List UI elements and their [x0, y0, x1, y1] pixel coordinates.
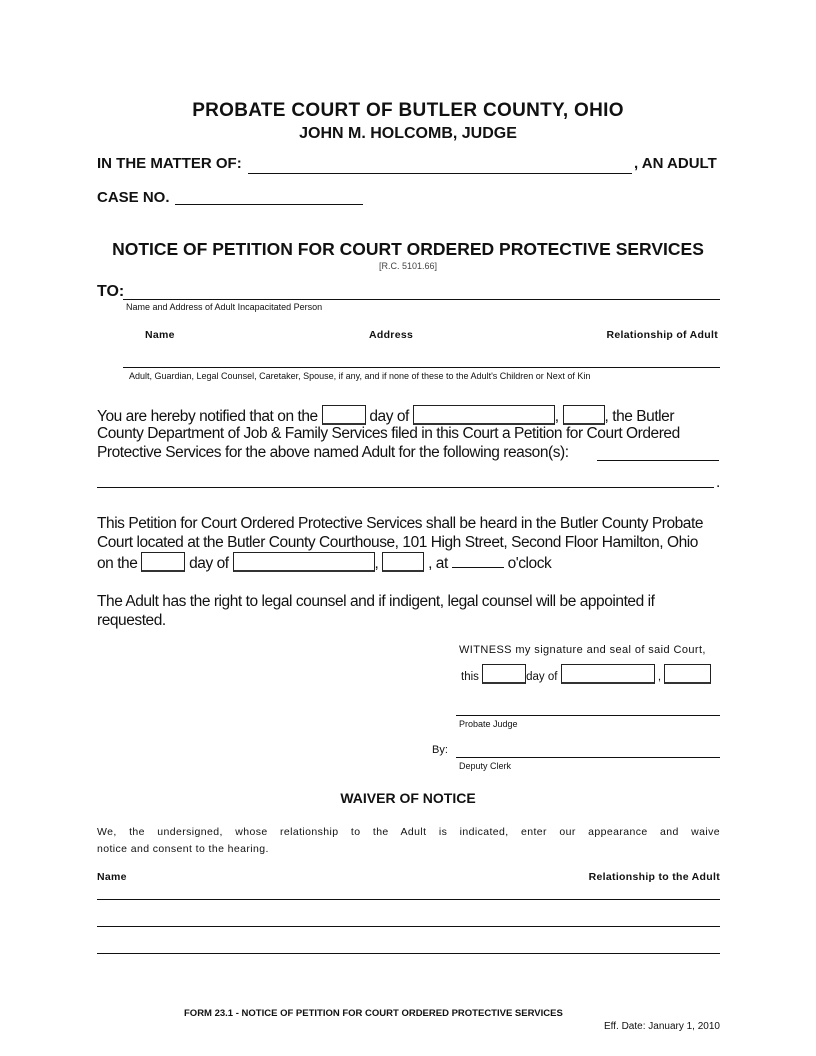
waiver-signature-line-3[interactable] [97, 953, 720, 954]
clerk-signature-line[interactable] [456, 757, 720, 758]
text: this [461, 671, 479, 683]
counsel-line-2: requested. [97, 612, 166, 629]
recipient-caption: Adult, Guardian, Legal Counsel, Caretaker, Spouse, if any, and if none of these to the Adult's Children or Next of Kin [129, 371, 591, 381]
witness-month-field[interactable] [561, 664, 655, 684]
text: day of [189, 555, 229, 572]
text: on the [97, 555, 138, 572]
text: , [374, 555, 379, 572]
notice-line-3: Protective Services for the above named Adult for the following reason(s): [97, 444, 569, 461]
text: , [657, 671, 662, 683]
waiver-title: WAIVER OF NOTICE [340, 790, 476, 806]
text: , at [428, 555, 448, 572]
witness-date-line [461, 664, 711, 684]
by-label: By: [432, 744, 448, 756]
matter-label: IN THE MATTER OF: [97, 155, 242, 172]
filed-month-field[interactable] [413, 405, 555, 425]
witness-text: WITNESS my signature and seal of said Court, [459, 644, 706, 656]
witness-day-field[interactable] [482, 664, 526, 684]
hearing-time-field[interactable] [452, 555, 504, 568]
footer-eff-date: Eff. Date: January 1, 2010 [603, 1021, 720, 1032]
col-address: Address [369, 329, 414, 341]
col-name: Name [145, 329, 175, 341]
text: You are hereby notified that on the [97, 408, 318, 425]
hearing-line-2: Court located at the Butler County Courthouse, 101 High Street, Second Floor Hamilton, Ohio [97, 534, 698, 551]
waiver-signature-line-1[interactable] [97, 899, 720, 900]
counsel-line-1: The Adult has the right to legal counsel and if indigent, legal counsel will be appointed if [97, 593, 655, 610]
hearing-year-field[interactable] [382, 552, 424, 572]
case-label: CASE NO. [97, 189, 170, 206]
reasons-field-2[interactable] [97, 487, 714, 488]
reasons-field-1[interactable] [597, 460, 719, 461]
filed-day-field[interactable] [322, 405, 366, 425]
text: , the Butler [604, 408, 675, 425]
statute-ref: [R.C. 5101.66] [378, 261, 438, 271]
recipient-field[interactable] [123, 367, 720, 368]
to-field[interactable] [123, 299, 720, 300]
waiver-text-1: We, the undersigned, whose relationship to the Adult is indicated, enter our appearance and waive [97, 826, 720, 838]
court-title: PROBATE COURT OF BUTLER COUNTY, OHIO [192, 100, 624, 121]
hearing-line-3 [97, 552, 551, 573]
text: day of [526, 671, 558, 683]
to-label: TO: [97, 283, 125, 300]
judge-name: JOHN M. HOLCOMB, JUDGE [299, 125, 517, 142]
matter-suffix: , AN ADULT [634, 155, 717, 172]
filed-year-field[interactable] [563, 405, 605, 425]
clerk-caption: Deputy Clerk [459, 761, 512, 771]
reasons-period: . [716, 474, 720, 491]
judge-caption: Probate Judge [459, 719, 518, 729]
notice-line-1 [97, 405, 674, 426]
waiver-col-name: Name [97, 871, 127, 883]
to-caption: Name and Address of Adult Incapacitated Person [126, 302, 323, 312]
waiver-text-2: notice and consent to the hearing. [97, 843, 269, 855]
footer-form: FORM 23.1 - NOTICE OF PETITION FOR COURT ORDERED PROTECTIVE SERVICES [184, 1008, 563, 1019]
hearing-line-1: This Petition for Court Ordered Protective Services shall be heard in the Butler County Probate [97, 515, 703, 532]
text: , [554, 408, 559, 425]
matter-name-field[interactable] [248, 173, 632, 174]
text: day of [369, 408, 409, 425]
waiver-col-relationship: Relationship to the Adult [588, 871, 720, 883]
waiver-signature-line-2[interactable] [97, 926, 720, 927]
witness-year-field[interactable] [664, 664, 711, 684]
col-relationship: Relationship of Adult [606, 329, 718, 341]
hearing-day-field[interactable] [141, 552, 185, 572]
notice-title: NOTICE OF PETITION FOR COURT ORDERED PROTECTIVE SERVICES [112, 239, 704, 259]
judge-signature-line[interactable] [456, 715, 720, 716]
text: o'clock [507, 555, 552, 572]
case-number-field[interactable] [175, 204, 363, 205]
hearing-month-field[interactable] [233, 552, 375, 572]
notice-line-2: County Department of Job & Family Services filed in this Court a Petition for Court Ordered [97, 425, 680, 442]
